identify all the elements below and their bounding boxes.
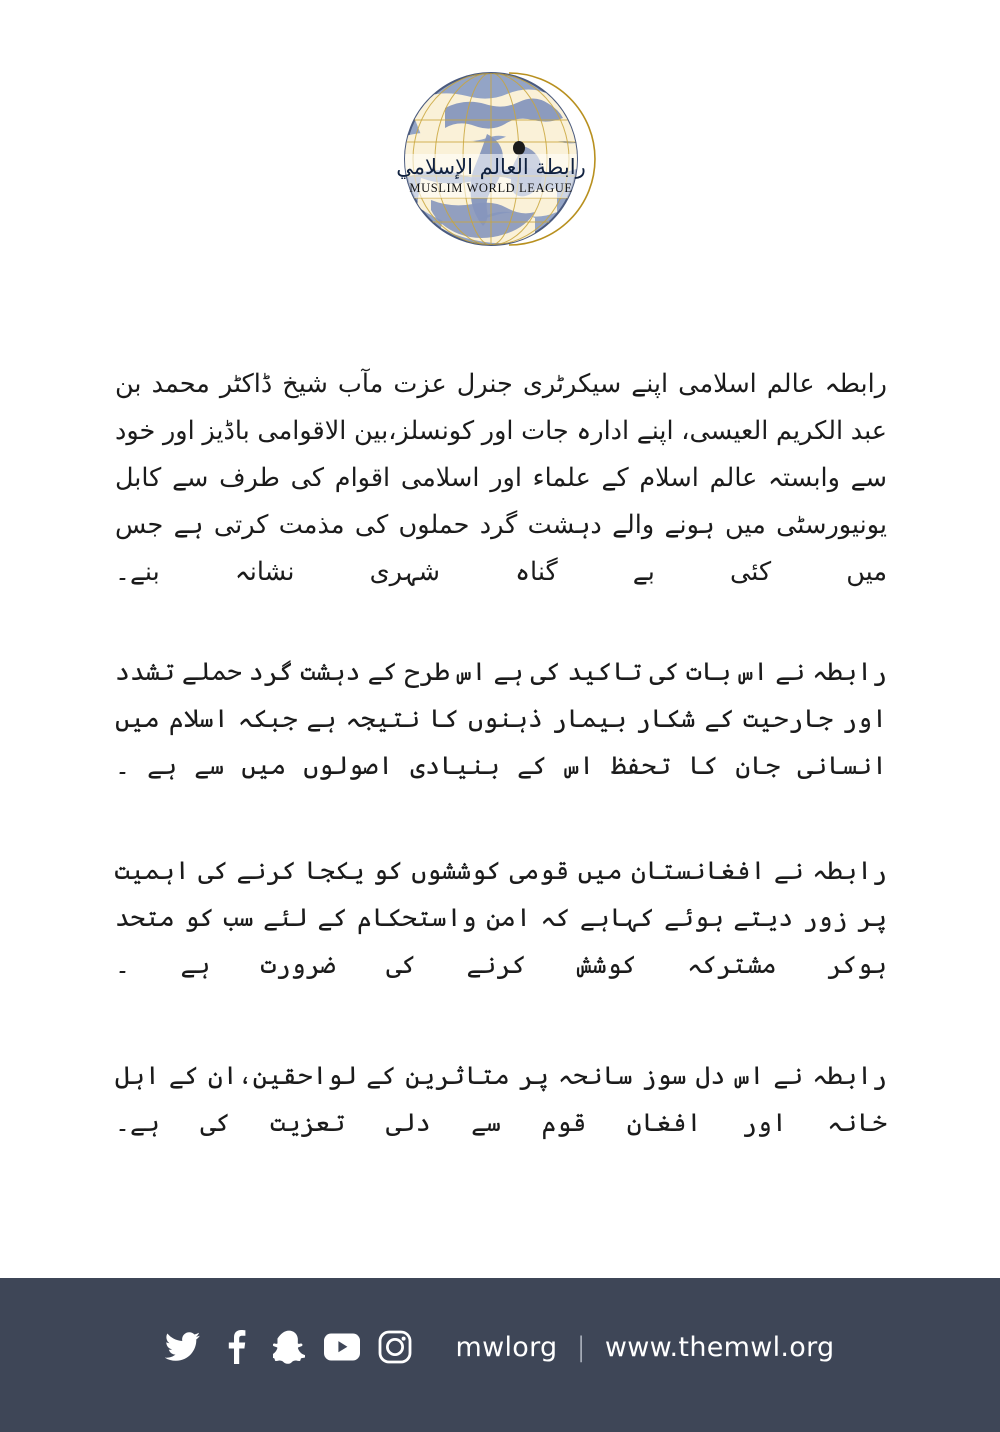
website-url[interactable]: www.themwl.org	[604, 1331, 835, 1363]
footer-separator: |	[576, 1331, 586, 1363]
footer-bar	[0, 1278, 1000, 1432]
logo-area	[0, 0, 1000, 330]
paragraph-islam-principles: رابطہ نے اس بات کی تاکید کی ہے اس طرح کے دہشت گرد حملے تشدد اور جارحیت کے شکار بیمار ذہنوں کا نتیجہ ہے جبکہ اسلام میں انسانی جان کا تحفظ اس کے بنیادی اصولوں میں سے ہے ۔	[115, 657, 887, 780]
paragraph-condolences: رابطہ نے اس دل سوز سانحہ پر متاثرین کے لواحقین،ان کے اہل خانہ اور افغان قوم سے دلی تعزیت کی ہے۔	[115, 1061, 887, 1137]
muslim-world-league-logo	[391, 50, 609, 268]
footer-links	[455, 1332, 834, 1363]
paragraph-condemnation: رابطہ عالم اسلامی اپنے سیکرٹری جنرل عزت مآب شیخ ڈاکٹر محمد بن عبد الکریم العیسی، اپنے ادارہ جات اور کونسلز،بین الاقوامی باڈیز اور خود سے وابستہ عالم اسلام کے علماء اور اسلامی اقوام کی طرف سے کابل یونیورسٹی میں ہونے والے دہشت گرد حملوں کی مذمت کرتی ہے جس میں کئی بے گناہ شہری نشانہ بنے۔	[115, 369, 887, 586]
instagram-icon[interactable]	[377, 1329, 413, 1365]
social-links	[165, 1329, 413, 1365]
logo-arabic-name: رابطة العالم الإسلامي	[396, 155, 586, 179]
globe-crescent-logo-graphic	[391, 50, 609, 268]
footer-content	[165, 1329, 834, 1365]
facebook-icon[interactable]	[218, 1329, 254, 1365]
paragraph-afghanistan-unity: رابطہ نے افغانستان میں قومی کوششوں کو یکجا کرنے کی اہمیت پر زور دیتے ہوئے کہاہے کہ امن واستحکام کے لئے سب کو متحد ہوکر مشترکہ کوشش کرنے کی ضرورت ہے ۔	[115, 856, 887, 979]
youtube-icon[interactable]	[324, 1329, 360, 1365]
snapchat-icon[interactable]	[271, 1329, 307, 1365]
statement-body	[0, 330, 1000, 1278]
logo-english-name: MUSLIM WORLD LEAGUE	[409, 181, 573, 195]
social-handle[interactable]: mwlorg	[455, 1331, 558, 1363]
twitter-icon[interactable]	[165, 1329, 201, 1365]
